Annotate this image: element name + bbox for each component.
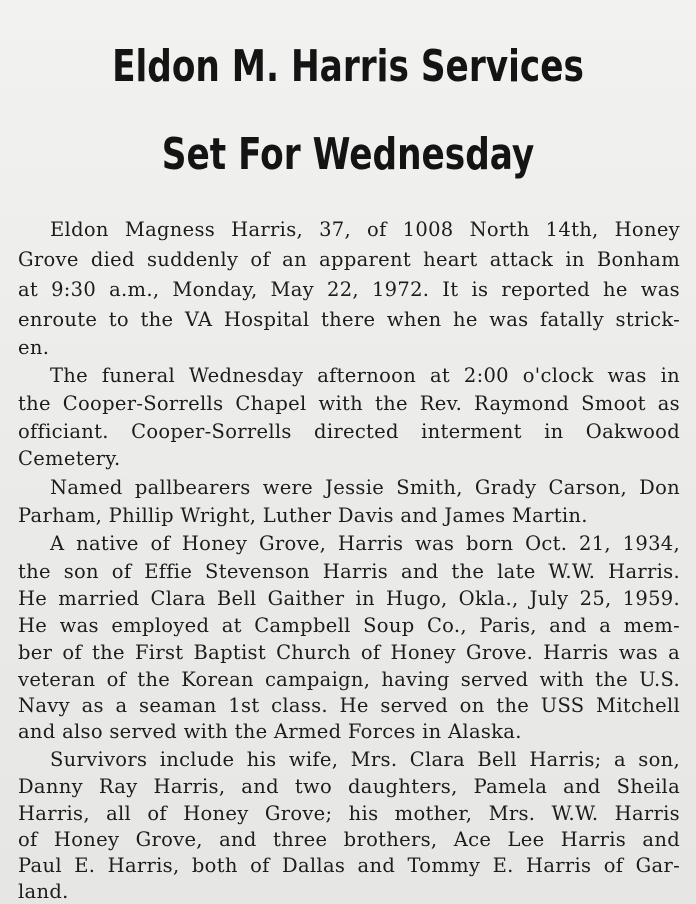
headline-line-1: Eldon M. Harris Services	[112, 41, 584, 92]
article-line: A native of Honey Grove, Harris was born Oct. 21, 1934,	[50, 532, 680, 555]
article-line: Eldon Magness Harris, 37, of 1008 North 14th, Honey	[50, 218, 680, 241]
article-line: Survivors include his wife, Mrs. Clara Bell Harris; a son,	[50, 748, 680, 771]
article-line: Danny Ray Harris, and two daughters, Pamela and Sheila	[18, 775, 680, 798]
article-line: The funeral Wednesday afternoon at 2:00 o'clock was in	[50, 364, 680, 387]
article-line: He married Clara Bell Gaither in Hugo, Okla., July 25, 1959.	[18, 587, 680, 610]
article-line: Parham, Phillip Wright, Luther Davis and James Martin.	[18, 504, 588, 527]
article-line: officiant. Cooper-Sorrells directed interment in Oakwood	[18, 420, 680, 443]
article-line: Grove died suddenly of an apparent heart attack in Bonham	[18, 248, 680, 271]
article-line: ber of the First Baptist Church of Honey Grove. Harris was a	[18, 641, 680, 664]
article-line: He was employed at Campbell Soup Co., Paris, and a mem-	[18, 614, 680, 637]
article-line: of Honey Grove, and three brothers, Ace Lee Harris and	[18, 828, 680, 851]
article-line: en.	[18, 336, 50, 359]
article-line: land.	[18, 880, 69, 903]
article-line: Named pallbearers were Jessie Smith, Grady Carson, Don	[50, 476, 680, 499]
article-line: the Cooper-Sorrells Chapel with the Rev. Raymond Smoot as	[18, 392, 680, 415]
headline-line-2: Set For Wednesday	[161, 129, 535, 180]
article-line: Paul E. Harris, both of Dallas and Tommy E. Harris of Gar-	[18, 854, 680, 877]
article-line: Cemetery.	[18, 447, 121, 470]
article-line: the son of Effie Stevenson Harris and the late W.W. Harris.	[18, 560, 680, 583]
article-line: enroute to the VA Hospital there when he was fatally strick-	[18, 308, 680, 331]
article-line: and also served with the Armed Forces in Alaska.	[18, 720, 522, 743]
article-line: veteran of the Korean campaign, having served with the U.S.	[18, 668, 680, 691]
article-line: at 9:30 a.m., Monday, May 22, 1972. It is reported he was	[18, 278, 680, 301]
article-line: Harris, all of Honey Grove; his mother, Mrs. W.W. Harris	[18, 802, 680, 825]
article-line: Navy as a seaman 1st class. He served on the USS Mitchell	[18, 694, 680, 717]
